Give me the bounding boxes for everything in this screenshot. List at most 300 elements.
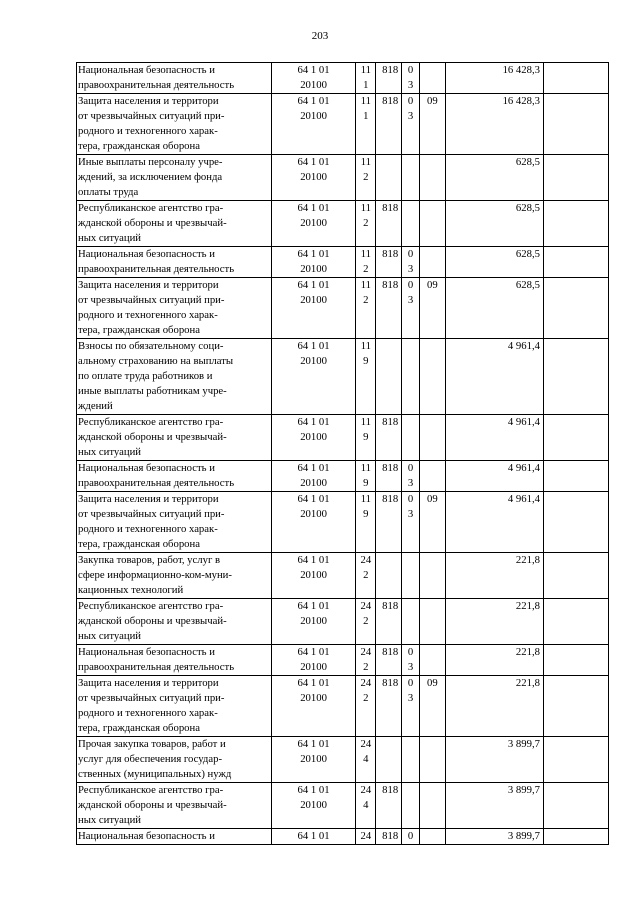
row-code-cell: [271, 415, 355, 461]
row-vr-cell-line: 24: [360, 677, 372, 689]
row-name-cell-line: родного и техногенного харак-: [78, 125, 218, 137]
row-extra-cell: [543, 63, 608, 94]
row-code-cell-line: 20100: [300, 799, 327, 811]
row-name-cell-line: правоохранительная деятельность: [78, 477, 235, 489]
row-vr-cell-line: 11: [360, 202, 371, 214]
row-vr-cell-line: 1: [363, 79, 369, 91]
row-pr-cell-line: 09: [426, 677, 438, 689]
row-sum-cell-line: 221,8: [515, 677, 540, 689]
row-code-cell-line: 20100: [300, 79, 327, 91]
row-ved-cell-line: 818: [382, 493, 399, 505]
row-sum-cell: [445, 155, 543, 201]
row-code-cell-line: 64 1 01: [297, 600, 330, 612]
row-ved-cell: [376, 63, 401, 94]
row-sum-cell-line: 16 428,3: [502, 95, 540, 107]
row-name-cell-line: ждений: [78, 400, 113, 412]
row-name-cell-line: правоохранительная деятельность: [78, 263, 235, 275]
row-vr-cell-line: 4: [363, 753, 369, 765]
row-rz-cell-line: 0: [407, 248, 414, 260]
row-pr-cell-line: 09: [426, 95, 438, 107]
row-vr-cell-line: 9: [363, 508, 369, 520]
row-vr-cell: [356, 247, 376, 278]
row-vr-cell-line: 9: [363, 431, 369, 443]
row-code-cell: [271, 599, 355, 645]
table-row: [77, 201, 609, 247]
row-vr-cell: [356, 676, 376, 737]
row-ved-cell: [376, 492, 401, 553]
row-extra-cell: [543, 829, 608, 845]
row-name-cell-line: тера, гражданская оборона: [78, 140, 200, 152]
row-vr-cell-line: 11: [360, 493, 371, 505]
row-code-cell-line: 64 1 01: [297, 738, 330, 750]
row-name-cell-line: от чрезвычайных ситуаций при-: [78, 508, 225, 520]
row-sum-cell-line: 4 961,4: [507, 462, 540, 474]
row-sum-cell-line: 3 899,7: [507, 830, 540, 842]
row-code-cell-line: 64 1 01: [297, 279, 330, 291]
row-code-cell-line: 64 1 01: [297, 248, 330, 260]
row-sum-cell: [445, 599, 543, 645]
row-name-cell-line: услуг для обеспечения государ-: [78, 753, 222, 765]
row-sum-cell-line: 628,5: [515, 202, 540, 214]
row-pr-cell: [420, 339, 445, 415]
row-sum-cell-line: 221,8: [515, 646, 540, 658]
page-number: 203: [311, 30, 329, 42]
row-name-cell: [77, 63, 272, 94]
row-name-cell-line: кационных технологий: [78, 584, 184, 596]
row-code-cell: [271, 737, 355, 783]
row-name-cell-line: Прочая закупка товаров, работ и: [78, 738, 226, 750]
row-name-cell-line: Республиканское агентство гра-: [78, 600, 224, 612]
row-extra-cell: [543, 461, 608, 492]
row-name-cell: [77, 461, 272, 492]
row-ved-cell: [376, 278, 401, 339]
row-code-cell-line: 64 1 01: [297, 202, 330, 214]
row-pr-cell: [420, 645, 445, 676]
row-vr-cell-line: 9: [363, 477, 369, 489]
row-rz-cell: [401, 737, 419, 783]
row-ved-cell-line: 818: [382, 202, 399, 214]
row-vr-cell-line: 11: [360, 64, 371, 76]
row-name-cell-line: ных ситуаций: [78, 630, 142, 642]
row-sum-cell: [445, 461, 543, 492]
row-extra-cell: [543, 339, 608, 415]
row-name-cell-line: от чрезвычайных ситуаций при-: [78, 692, 225, 704]
row-vr-cell-line: 2: [363, 615, 369, 627]
row-sum-cell: [445, 94, 543, 155]
row-vr-cell: [356, 645, 376, 676]
row-ved-cell: [376, 415, 401, 461]
row-sum-cell-line: 4 961,4: [507, 340, 540, 352]
row-ved-cell-line: 818: [382, 248, 399, 260]
row-extra-cell: [543, 599, 608, 645]
row-vr-cell: [356, 829, 376, 845]
row-name-cell-line: тера, гражданская оборона: [78, 324, 200, 336]
row-code-cell-line: 20100: [300, 217, 327, 229]
row-code-cell-line: 64 1 01: [297, 95, 330, 107]
row-extra-cell: [543, 737, 608, 783]
table-row: [77, 737, 609, 783]
row-code-cell: [271, 676, 355, 737]
table-row: [77, 63, 609, 94]
row-rz-cell-line: 3: [407, 661, 414, 673]
row-rz-cell: [401, 278, 419, 339]
row-pr-cell: [420, 599, 445, 645]
row-sum-cell-line: 4 961,4: [507, 416, 540, 428]
row-pr-cell: [420, 829, 445, 845]
row-code-cell-line: 64 1 01: [297, 677, 330, 689]
row-code-cell-line: 64 1 01: [297, 462, 330, 474]
row-rz-cell-line: 3: [407, 294, 414, 306]
row-rz-cell-line: 3: [407, 110, 414, 122]
row-pr-cell: [420, 737, 445, 783]
row-name-cell: [77, 339, 272, 415]
table-row: [77, 645, 609, 676]
table-row: [77, 676, 609, 737]
row-code-cell-line: 20100: [300, 110, 327, 122]
row-vr-cell-line: 24: [360, 600, 372, 612]
row-code-cell-line: 20100: [300, 569, 327, 581]
table-row: [77, 415, 609, 461]
row-ved-cell-line: 818: [382, 64, 399, 76]
row-rz-cell-line: 0: [407, 64, 414, 76]
row-ved-cell-line: 818: [382, 416, 399, 428]
row-name-cell: [77, 599, 272, 645]
row-sum-cell: [445, 247, 543, 278]
row-code-cell: [271, 94, 355, 155]
row-name-cell: [77, 247, 272, 278]
row-vr-cell-line: 2: [363, 692, 369, 704]
row-vr-cell: [356, 553, 376, 599]
row-name-cell: [77, 676, 272, 737]
row-sum-cell-line: 3 899,7: [507, 738, 540, 750]
row-name-cell-line: от чрезвычайных ситуаций при-: [78, 294, 225, 306]
row-code-cell-line: 64 1 01: [297, 830, 330, 842]
row-code-cell: [271, 553, 355, 599]
row-ved-cell: [376, 553, 401, 599]
row-code-cell: [271, 461, 355, 492]
row-name-cell-line: Защита населения и территори: [78, 493, 219, 505]
row-vr-cell-line: 11: [360, 416, 371, 428]
row-rz-cell-line: 0: [407, 279, 414, 291]
row-name-cell-line: родного и техногенного харак-: [78, 309, 218, 321]
row-vr-cell-line: 1: [363, 110, 369, 122]
row-ved-cell: [376, 676, 401, 737]
row-ved-cell-line: 818: [382, 784, 399, 796]
row-vr-cell-line: 24: [360, 646, 372, 658]
row-vr-cell: [356, 461, 376, 492]
row-extra-cell: [543, 553, 608, 599]
row-vr-cell-line: 11: [360, 248, 371, 260]
row-pr-cell: [420, 247, 445, 278]
row-name-cell-line: тера, гражданская оборона: [78, 722, 200, 734]
row-vr-cell: [356, 783, 376, 829]
row-code-cell-line: 20100: [300, 753, 327, 765]
row-name-cell-line: Республиканское агентство гра-: [78, 784, 224, 796]
row-name-cell-line: ных ситуаций: [78, 232, 142, 244]
row-vr-cell-line: 24: [360, 554, 372, 566]
row-name-cell-line: Республиканское агентство гра-: [78, 202, 224, 214]
row-name-cell-line: Национальная безопасность и: [78, 646, 215, 658]
row-code-cell-line: 64 1 01: [297, 784, 330, 796]
row-pr-cell: [420, 461, 445, 492]
row-name-cell-line: иные выплаты работникам учре-: [78, 385, 227, 397]
row-name-cell: [77, 645, 272, 676]
row-name-cell-line: ственных (муниципальных) нужд: [78, 768, 232, 780]
row-rz-cell: [401, 201, 419, 247]
budget-table: [76, 62, 609, 845]
table-row: [77, 461, 609, 492]
row-name-cell-line: родного и техногенного харак-: [78, 707, 218, 719]
row-code-cell-line: 20100: [300, 477, 327, 489]
row-code-cell: [271, 278, 355, 339]
row-ved-cell: [376, 829, 401, 845]
row-vr-cell: [356, 155, 376, 201]
row-sum-cell: [445, 645, 543, 676]
row-vr-cell-line: 2: [363, 171, 369, 183]
row-sum-cell-line: 4 961,4: [507, 493, 540, 505]
row-vr-cell-line: 11: [360, 340, 371, 352]
row-code-cell-line: 20100: [300, 692, 327, 704]
row-name-cell-line: Закупка товаров, работ, услуг в: [78, 554, 221, 566]
row-rz-cell: [401, 94, 419, 155]
row-pr-cell: [420, 676, 445, 737]
row-vr-cell-line: 2: [363, 294, 369, 306]
table-row: [77, 278, 609, 339]
row-vr-cell: [356, 599, 376, 645]
row-vr-cell-line: 2: [363, 263, 369, 275]
row-code-cell-line: 20100: [300, 355, 327, 367]
row-name-cell: [77, 553, 272, 599]
row-extra-cell: [543, 645, 608, 676]
row-code-cell-line: 64 1 01: [297, 646, 330, 658]
row-extra-cell: [543, 201, 608, 247]
row-vr-cell: [356, 94, 376, 155]
row-name-cell-line: жданской обороны и чрезвычай-: [78, 799, 227, 811]
row-code-cell-line: 64 1 01: [297, 493, 330, 505]
row-rz-cell-line: 0: [407, 830, 414, 842]
row-ved-cell-line: 818: [382, 677, 399, 689]
row-vr-cell-line: 4: [363, 799, 369, 811]
row-name-cell-line: Национальная безопасность и: [78, 64, 215, 76]
row-vr-cell: [356, 492, 376, 553]
row-extra-cell: [543, 155, 608, 201]
table-row: [77, 155, 609, 201]
row-code-cell: [271, 201, 355, 247]
row-pr-cell: [420, 155, 445, 201]
row-code-cell: [271, 155, 355, 201]
row-ved-cell-line: 818: [382, 600, 399, 612]
row-rz-cell: [401, 676, 419, 737]
row-rz-cell-line: 3: [407, 692, 414, 704]
table-row: [77, 599, 609, 645]
row-sum-cell: [445, 492, 543, 553]
row-name-cell-line: Защита населения и территори: [78, 677, 219, 689]
row-name-cell-line: альному страхованию на выплаты: [78, 355, 234, 367]
row-sum-cell: [445, 783, 543, 829]
row-rz-cell: [401, 645, 419, 676]
row-code-cell: [271, 645, 355, 676]
row-ved-cell-line: 818: [382, 830, 399, 842]
row-pr-cell: [420, 201, 445, 247]
row-code-cell-line: 20100: [300, 171, 327, 183]
row-ved-cell-line: 818: [382, 646, 399, 658]
row-rz-cell-line: 0: [407, 646, 414, 658]
table-row: [77, 492, 609, 553]
row-ved-cell: [376, 339, 401, 415]
row-extra-cell: [543, 415, 608, 461]
row-rz-cell: [401, 415, 419, 461]
row-vr-cell: [356, 415, 376, 461]
row-name-cell-line: жданской обороны и чрезвычай-: [78, 217, 227, 229]
table-row: [77, 339, 609, 415]
row-sum-cell: [445, 676, 543, 737]
row-sum-cell: [445, 278, 543, 339]
row-rz-cell: [401, 829, 419, 845]
row-rz-cell: [401, 339, 419, 415]
row-name-cell-line: ных ситуаций: [78, 814, 142, 826]
row-extra-cell: [543, 492, 608, 553]
row-vr-cell-line: 2: [363, 217, 369, 229]
row-sum-cell: [445, 737, 543, 783]
row-name-cell-line: правоохранительная деятельность: [78, 661, 235, 673]
row-name-cell-line: правоохранительная деятельность: [78, 79, 235, 91]
row-name-cell-line: Взносы по обязательному соци-: [78, 340, 224, 352]
row-name-cell-line: Иные выплаты персоналу учре-: [78, 156, 223, 168]
row-name-cell-line: родного и техногенного харак-: [78, 523, 218, 535]
row-name-cell-line: Республиканское агентство гра-: [78, 416, 224, 428]
row-ved-cell: [376, 461, 401, 492]
row-sum-cell-line: 3 899,7: [507, 784, 540, 796]
row-name-cell-line: ных ситуаций: [78, 446, 142, 458]
row-name-cell-line: Защита населения и территори: [78, 95, 219, 107]
row-sum-cell: [445, 63, 543, 94]
table-row: [77, 94, 609, 155]
row-code-cell-line: 64 1 01: [297, 156, 330, 168]
row-rz-cell: [401, 599, 419, 645]
row-name-cell-line: сфере информационно-ком-муни-: [78, 569, 232, 581]
row-vr-cell: [356, 737, 376, 783]
row-code-cell-line: 20100: [300, 431, 327, 443]
row-name-cell: [77, 783, 272, 829]
row-rz-cell-line: 0: [407, 677, 414, 689]
row-code-cell-line: 20100: [300, 294, 327, 306]
row-name-cell-line: ждений, за исключением фонда: [78, 171, 223, 183]
row-name-cell: [77, 201, 272, 247]
row-rz-cell: [401, 783, 419, 829]
table-row: [77, 247, 609, 278]
row-code-cell: [271, 829, 355, 845]
row-vr-cell-line: 2: [363, 569, 369, 581]
row-name-cell-line: по оплате труда работников и: [78, 370, 213, 382]
row-rz-cell: [401, 461, 419, 492]
row-vr-cell-line: 11: [360, 156, 371, 168]
row-vr-cell: [356, 63, 376, 94]
row-code-cell-line: 20100: [300, 661, 327, 673]
budget-table-body: [77, 63, 609, 845]
row-name-cell: [77, 492, 272, 553]
row-sum-cell: [445, 339, 543, 415]
row-rz-cell: [401, 247, 419, 278]
table-row: [77, 783, 609, 829]
row-code-cell: [271, 339, 355, 415]
row-code-cell-line: 20100: [300, 508, 327, 520]
row-sum-cell-line: 221,8: [515, 554, 540, 566]
row-pr-cell: [420, 63, 445, 94]
row-code-cell-line: 20100: [300, 615, 327, 627]
row-ved-cell: [376, 247, 401, 278]
row-code-cell-line: 20100: [300, 263, 327, 275]
row-vr-cell: [356, 201, 376, 247]
row-code-cell: [271, 783, 355, 829]
row-ved-cell: [376, 645, 401, 676]
row-code-cell-line: 64 1 01: [297, 416, 330, 428]
row-rz-cell: [401, 553, 419, 599]
row-vr-cell-line: 9: [363, 355, 369, 367]
row-sum-cell-line: 16 428,3: [502, 64, 540, 76]
row-sum-cell-line: 628,5: [515, 156, 540, 168]
row-name-cell: [77, 94, 272, 155]
table-row: [77, 829, 609, 845]
row-ved-cell: [376, 737, 401, 783]
row-pr-cell: [420, 783, 445, 829]
row-rz-cell: [401, 492, 419, 553]
row-ved-cell: [376, 201, 401, 247]
row-name-cell-line: Национальная безопасность и: [78, 830, 215, 842]
row-extra-cell: [543, 278, 608, 339]
row-rz-cell-line: 3: [407, 263, 414, 275]
row-ved-cell-line: 818: [382, 95, 399, 107]
row-vr-cell: [356, 278, 376, 339]
row-code-cell: [271, 63, 355, 94]
row-rz-cell-line: 0: [407, 95, 414, 107]
row-sum-cell: [445, 553, 543, 599]
row-extra-cell: [543, 247, 608, 278]
row-pr-cell-line: 09: [426, 493, 438, 505]
row-vr-cell-line: 11: [360, 95, 371, 107]
table-row: [77, 553, 609, 599]
row-vr-cell-line: 24: [360, 784, 372, 796]
row-ved-cell-line: 818: [382, 279, 399, 291]
row-sum-cell-line: 628,5: [515, 248, 540, 260]
row-name-cell-line: жданской обороны и чрезвычай-: [78, 431, 227, 443]
row-code-cell-line: 64 1 01: [297, 64, 330, 76]
row-sum-cell: [445, 415, 543, 461]
row-pr-cell: [420, 553, 445, 599]
row-vr-cell: [356, 339, 376, 415]
row-name-cell: [77, 737, 272, 783]
row-rz-cell-line: 0: [407, 462, 414, 474]
row-rz-cell-line: 3: [407, 477, 414, 489]
row-name-cell-line: Национальная безопасность и: [78, 248, 215, 260]
row-vr-cell-line: 24: [360, 830, 372, 842]
row-ved-cell: [376, 94, 401, 155]
row-name-cell-line: жданской обороны и чрезвычай-: [78, 615, 227, 627]
row-extra-cell: [543, 783, 608, 829]
row-sum-cell: [445, 201, 543, 247]
row-code-cell: [271, 247, 355, 278]
row-sum-cell-line: 628,5: [515, 279, 540, 291]
row-name-cell-line: оплаты труда: [78, 186, 139, 198]
row-name-cell: [77, 155, 272, 201]
row-vr-cell-line: 2: [363, 661, 369, 673]
row-name-cell-line: от чрезвычайных ситуаций при-: [78, 110, 225, 122]
row-code-cell-line: 64 1 01: [297, 340, 330, 352]
row-sum-cell: [445, 829, 543, 845]
row-code-cell: [271, 492, 355, 553]
row-code-cell-line: 64 1 01: [297, 554, 330, 566]
row-rz-cell-line: 3: [407, 508, 414, 520]
row-name-cell: [77, 829, 272, 845]
